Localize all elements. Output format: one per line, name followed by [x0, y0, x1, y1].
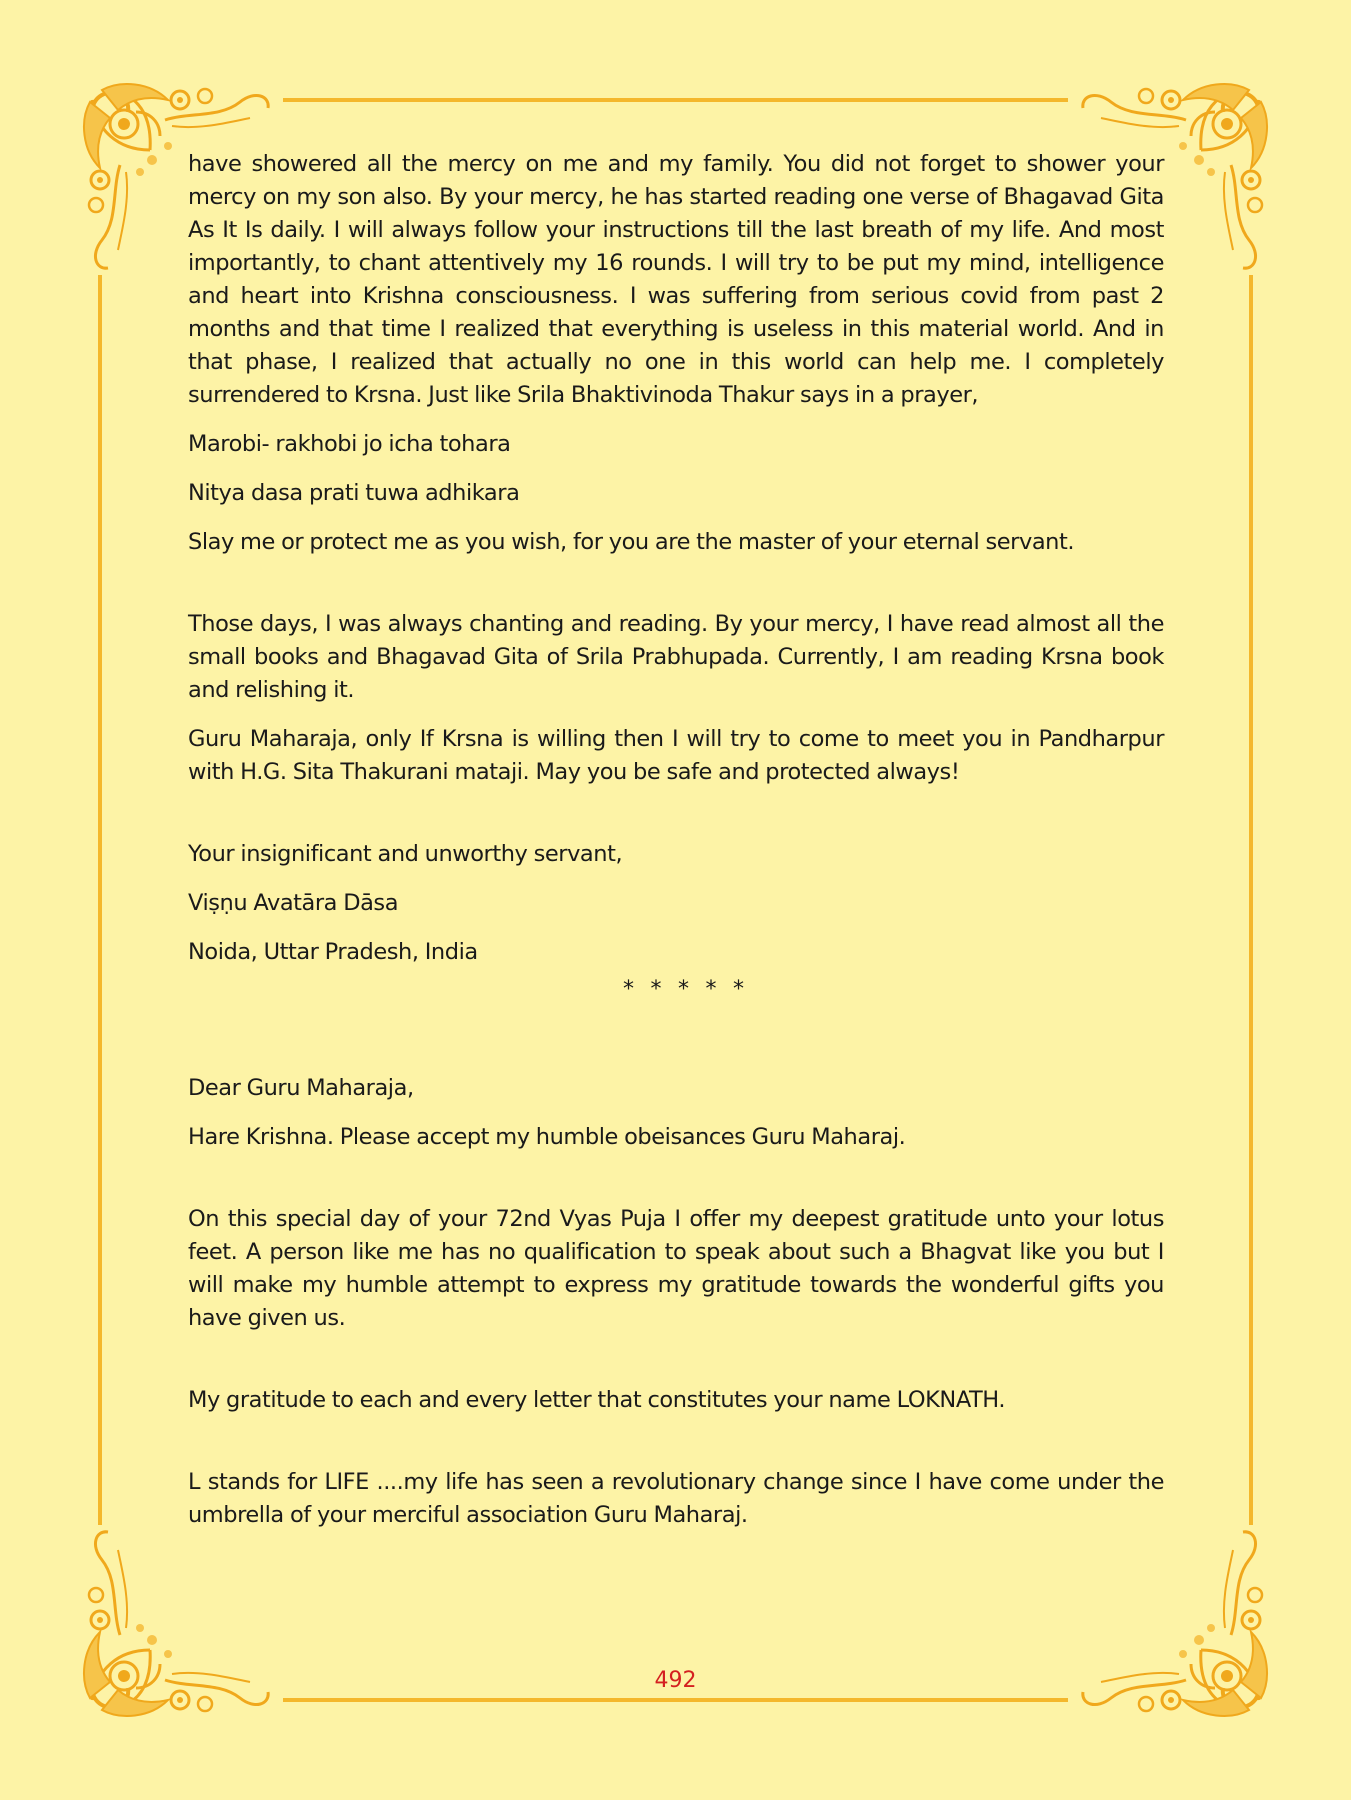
paragraph-pandharpur: Guru Maharaja, only If Krsna is willing then I will try to come to meet you in Pandharpur with H.G. Sita Thakurani mataji. May you be safe and protected always! [188, 726, 1164, 785]
paragraph-life: L stands for LIFE ....my life has seen a revolutionary change since I have come under the umbrella of your merciful association Guru Maharaj. [188, 1469, 1164, 1528]
paragraph-mercy: have showered all the mercy on me and my family. You did not forget to shower your mercy on my son also. By your mercy, he has started reading one verse of Bhagavad Gita As It Is daily. I will always follow your instructions till the last breath of my life. And most importantly, to chant attentively my 16 rounds. I will try to be put my mind, intelligence and heart into Krishna consciousness. I was suffering from serious covid from past 2 months and that time I realized that everything is useless in this material world. And in that phase, I realized that actually no one in this world can help me. I completely surrendered to Krsna. Just like Srila Bhaktivinoda Thakur says in a prayer, [188, 151, 1164, 408]
signature-place: Noida, Uttar Pradesh, India [188, 939, 478, 965]
letter-body [188, 148, 1164, 1532]
signature-name: Viṣṇu Avatāra Dāsa [188, 890, 399, 916]
paragraph-reading: Those days, I was always chanting and reading. By your mercy, I have read almost all the small books and Bhagavad Gita of Srila Prabhupada. Currently, I am reading Krsna book and relishing it. [188, 611, 1164, 703]
paragraph-loknath: My gratitude to each and every letter that constitutes your name LOKNATH. [188, 1387, 1006, 1413]
greeting: Hare Krishna. Please accept my humble obeisances Guru Maharaj. [188, 1124, 906, 1150]
section-separator: * * * * * [623, 977, 749, 1002]
closing-line: Your insignificant and unworthy servant, [188, 841, 623, 867]
page-number: 492 [654, 1668, 697, 1693]
verse-line-2: Nitya dasa prati tuwa adhikara [188, 480, 520, 506]
verse-line-1: Marobi- rakhobi jo icha tohara [188, 431, 511, 457]
verse-translation: Slay me or protect me as you wish, for you are the master of your eternal servant. [188, 529, 1075, 555]
salutation: Dear Guru Maharaja, [188, 1075, 414, 1101]
paragraph-vyas-puja: On this special day of your 72nd Vyas Puja I offer my deepest gratitude unto your lotus feet. A person like me has no qualification to speak about such a Bhagvat like you but I will make my humble attempt to express my gratitude towards the wonderful gifts you have given us. [188, 1206, 1164, 1331]
